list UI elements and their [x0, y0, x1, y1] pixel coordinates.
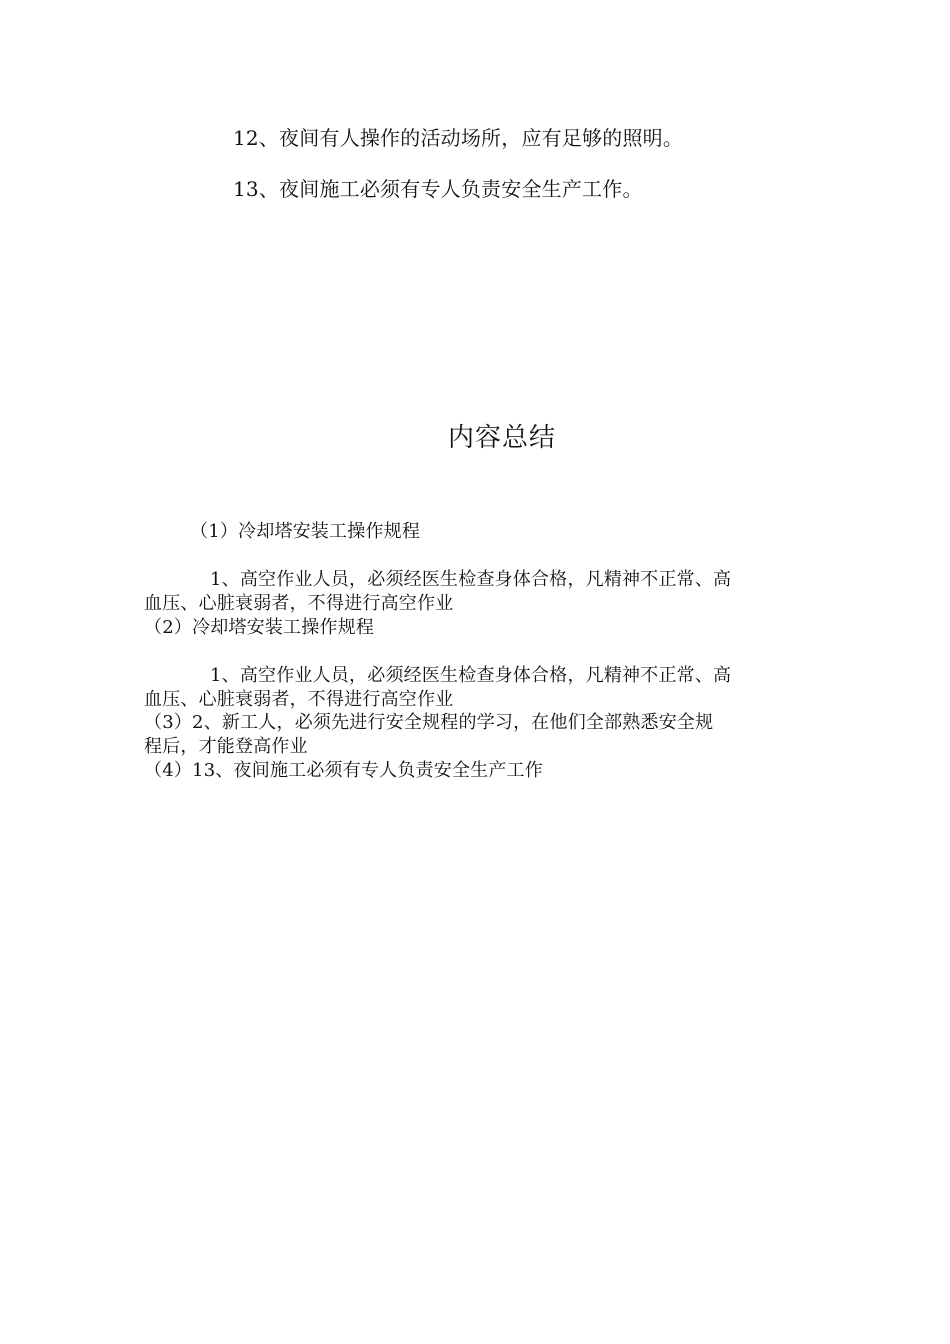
rule-item-12: 12、夜间有人操作的活动场所，应有足够的照明。: [233, 126, 684, 150]
summary-line-1: （1）冷却塔安装工操作规程: [190, 521, 421, 542]
summary-line-4: （2）冷却塔安装工操作规程: [144, 617, 375, 638]
summary-title: 内容总结: [448, 423, 557, 453]
summary-line-8: 程后，才能登高作业: [144, 736, 308, 757]
summary-line-5: 1、高空作业人员，必须经医生检查身体合格，凡精神不正常、高: [210, 665, 732, 686]
summary-line-3: 血压、心脏衰弱者，不得进行高空作业: [144, 593, 454, 614]
summary-line-7: （3）2、新工人，必须先进行安全规程的学习，在他们全部熟悉安全规: [144, 712, 714, 733]
summary-line-6: 血压、心脏衰弱者，不得进行高空作业: [144, 689, 454, 710]
summary-line-9: （4）13、夜间施工必须有专人负责安全生产工作: [144, 760, 543, 781]
rule-item-13: 13、夜间施工必须有专人负责安全生产工作。: [233, 177, 643, 201]
summary-line-2: 1、高空作业人员，必须经医生检查身体合格，凡精神不正常、高: [210, 569, 732, 590]
